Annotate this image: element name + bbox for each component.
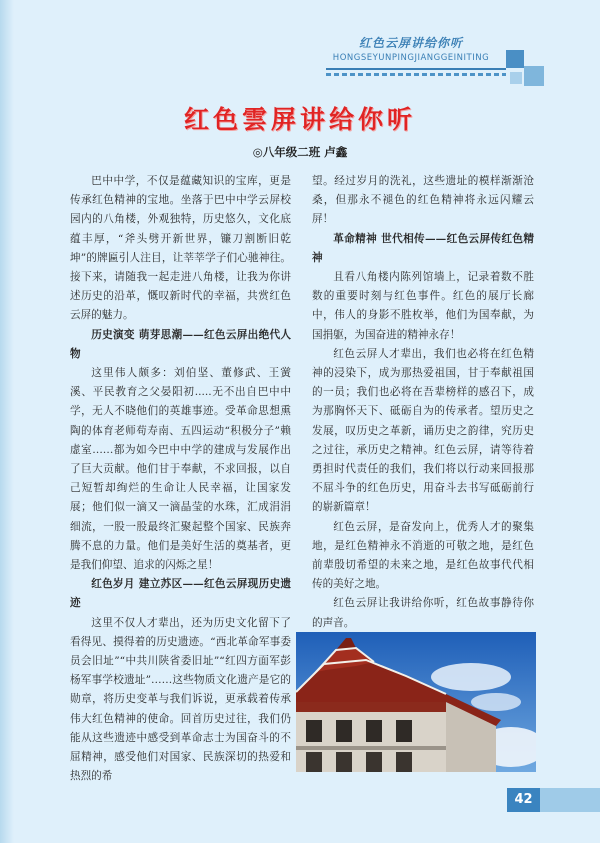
header-section-title: 红色云屏讲给你听 [358, 36, 463, 50]
paragraph: 红色云屏人才辈出，我们也必将在红色精神的浸染下，成为那热爱祖国，甘于奉献祖国的一员；我们也必将在吾辈榜样的感召下，成为那胸怀天下、砥砺自为的传承者。望历史之发展，叹历史之革新，诵历史之韵律，究历史之过往，承历史之精神。红色云屏，请等待着勇担时代责任的我们，我们将以行动来回报那不屈斗争的红色历史，用奋斗去书写砥砺前行的崭新篇章！ [312, 347, 534, 514]
page-number: 42 [507, 788, 540, 812]
paragraph: 巴中中学，不仅是蕴藏知识的宝库，更是传承红色精神的宝地。坐落于巴中中学云屏校园内的八角楼，外观独特，历史悠久，文化底蕴丰厚，“斧头劈开新世界，镰刀割断旧乾坤”的牌匾引人注目，让莘莘学子们心驰神往。接下来，请随我一起走进八角楼，让我为你讲述历史的沿革，慨叹新时代的幸福，共赏红色云屏的魅力。 [70, 175, 291, 322]
header-square-decoration [524, 66, 544, 86]
section-heading: 历史演变 萌芽思潮——红色云屏出绝代人物 [70, 328, 291, 360]
header-dashed-rule [326, 73, 506, 76]
article-byline: ◎八年级二班 卢鑫 [252, 145, 348, 159]
header-square-decoration [506, 50, 524, 68]
paragraph-continued: 望。经过岁月的洗礼，这些遗址的模样渐渐沧桑，但那永不褪色的红色精神将永远闪耀云屏！ [312, 175, 534, 226]
header-rule [326, 68, 506, 70]
right-column [312, 172, 534, 652]
paragraph: 红色云屏让我讲给你听，红色故事静待你的声音。 [312, 597, 534, 629]
paragraph: 这里伟人颇多：刘伯坚、董修武、王黉溪、平民教育之父晏阳初.....无不出自巴中中学，无人不晓他们的英雄事迹。受革命思想熏陶的体育老师苟寿南、五四运动“积极分子”赖虚室……都为如今巴中中学的建成与发展作出了巨大贡献。他们甘于奉献，不求回报，以自己短暂却绚烂的生命让人民幸福，让国家发展；他们似一滴又一滴晶莹的水珠，汇成涓涓细流，一股一股最终汇聚起整个国家、民族奔腾不息的力量。他们是美好生活的奠基者，更是我们仰望、追求的闪烁之星！ [70, 367, 291, 572]
article-title: 红色雲屏讲给你听 [183, 105, 416, 134]
octagon-building-photo [296, 632, 536, 772]
paragraph: 且看八角楼内陈列馆墙上，记录着数不胜数的重要时刻与红色事件。红色的展厅长廊中，伟人的身影不胜枚举，他们为国奉献，为国捐躯，为国奋进的精神永存！ [312, 271, 534, 341]
paragraph: 这里不仅人才辈出，还为历史文化留下了看得见、摸得着的历史遗迹。“西北革命军事委员会旧址”“中共川陕省委旧址”“红四方面军彭杨军事学校遗址”……这些物质文化遗产是它的勋章，将历史变革与我们诉说，更承载着传承伟大红色精神的使命。回首历史过往，我们仍能从这些遗迹中感受到革命志士为国奋斗的不屈精神，感受他们对国家、民族深切的热爱和热烈的希 [70, 616, 291, 783]
left-column [70, 172, 291, 787]
header-square-decoration [510, 72, 522, 84]
section-heading: 红色岁月 建立苏区——红色云屏现历史遗迹 [70, 578, 291, 610]
running-header [306, 34, 516, 63]
header-section-pinyin: HONGSEYUNPINGJIANGGEINITING [332, 53, 490, 63]
paragraph: 红色云屏，是奋发向上，优秀人才的聚集地，是红色精神永不消逝的可敬之地，是红色前辈殷切希望的未来之地，是红色故事代代相传的美好之地。 [312, 520, 534, 591]
footer-color-band [540, 788, 600, 812]
section-heading: 革命精神 世代相传——红色云屏传红色精神 [312, 232, 534, 264]
